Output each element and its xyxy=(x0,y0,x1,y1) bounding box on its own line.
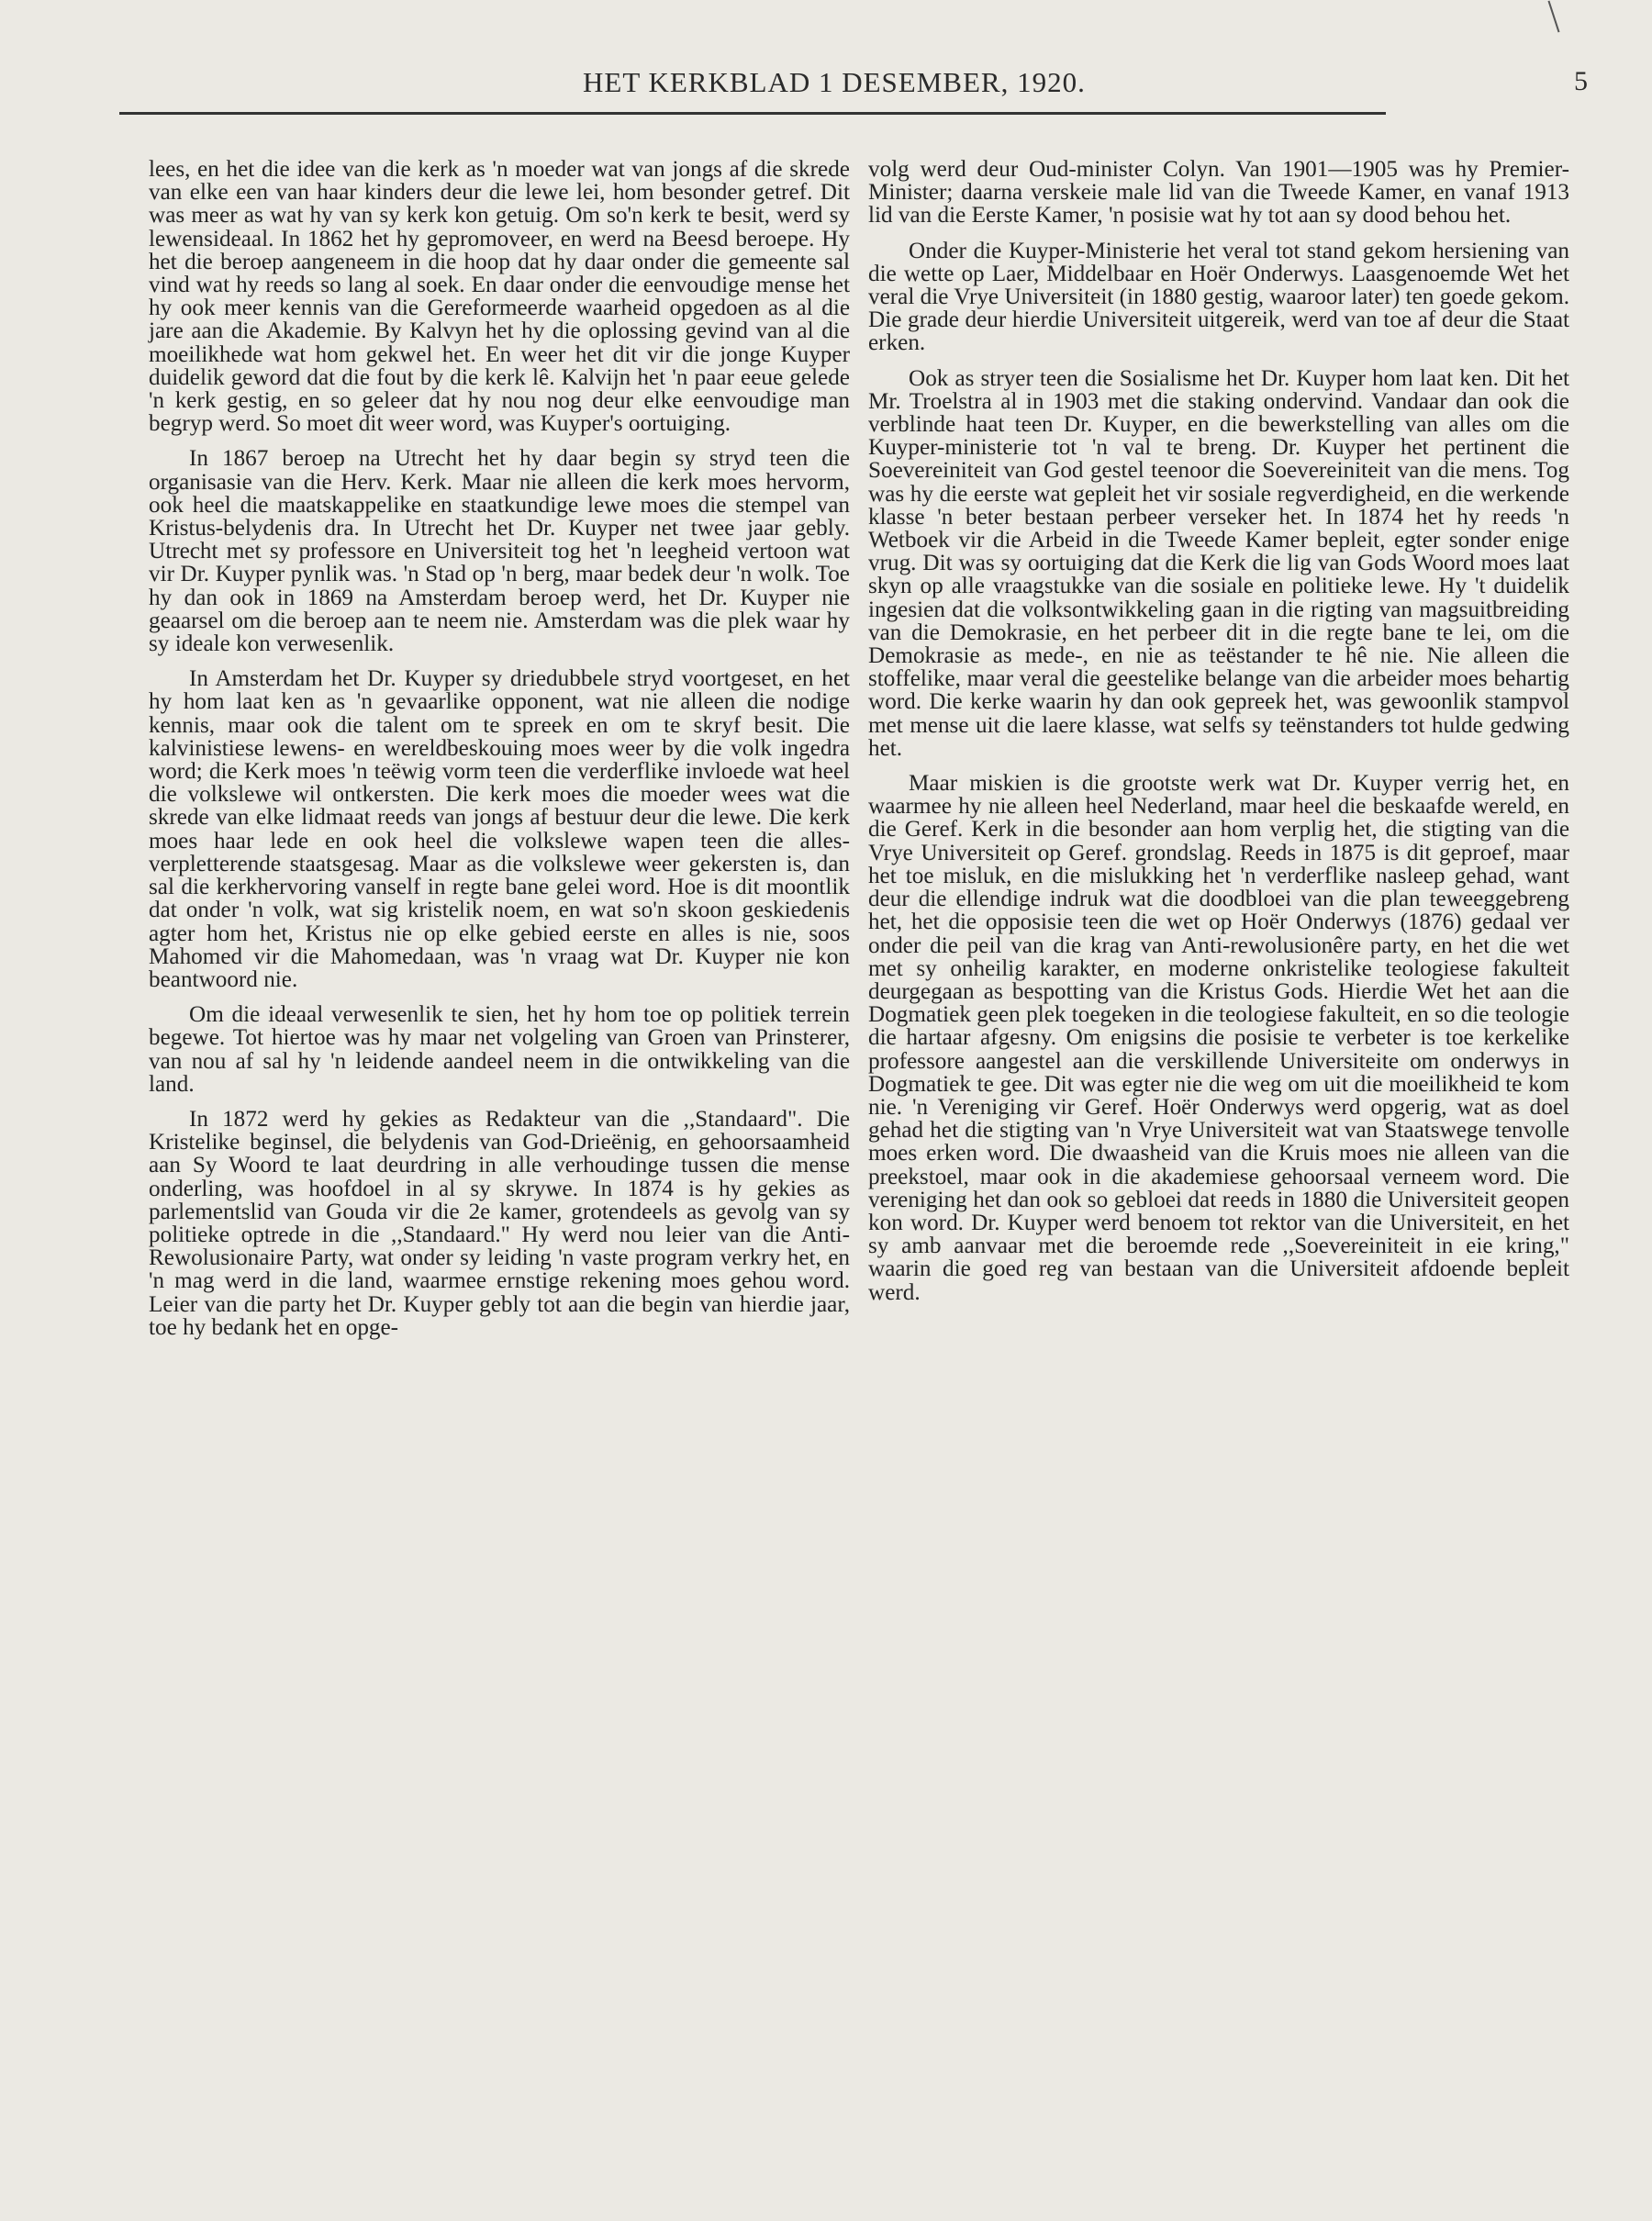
page-number: 5 xyxy=(1574,66,1588,96)
paragraph: In 1872 werd hy gekies as Redakteur van die ,,Standaard". Die Kristelike beginsel, die belydenis van God-Drieënig, en gehoorsaamheid aan Sy Woord te laat deurdring in alle verhoudinge tussen die mense onderling, was hoofdoel in al sy skrywe. In 1874 is hy gekies as parlementslid van Gouda vir die 2e kamer, grotendeels as gevolg van sy politieke optrede in die ,,Standaard." Hy werd nou leier van die Anti-Rewolusionaire Party, wat onder sy leiding 'n vaste program verkry het, en 'n mag werd in die land, waarmee ernstige rekening moes gehou word. Leier van die party het Dr. Kuyper gebly tot aan die begin van hierdie jaar, toe hy bedank het en opge- xyxy=(149,1106,850,1340)
paragraph: In Amsterdam het Dr. Kuyper sy driedubbele stryd voortgeset, en het hy hom laat ken as 'n gevaarlike opponent, wat nie alleen die nodige kennis, maar ook die talent om te spreek en om te skryf besit. Die kalvinistiese lewens- en wereldbeskouing moes weer by die volk ingedra word; die Kerk moes 'n teëwig vorm teen die verderflike invloede wat heel die volkslewe wil ontkersten. Die kerk moes die moeder wees wat die skrede van elke lidmaat reeds van jongs af bestuur deur die lewe. Die kerk moes haar lede en ook heel die volkslewe wapen teen die alles-verpletterende staatsgesag. Maar as die volkslewe weer gekersten is, dan sal die kerkhervoring vanself in regte bane gelei word. Hoe is dit moontlik dat onder 'n volk, wat sig kristelik noem, en wat so'n skoon geskiedenis agter hom het, Kristus nie op elke gebied eerste en alles is nie, soos Mahomed vir die Mahomedaan, was 'n vraag wat Dr. Kuyper nie kon beantwoord nie. xyxy=(149,666,850,992)
paragraph: Ook as stryer teen die Sosialisme het Dr. Kuyper hom laat ken. Dit het Mr. Troelstra al in 1903 met die staking ondervind. Vandaar dan ook die verblinde haat teen Dr. Kuyper, en die bewerkstelling van alles om die Kuyper-ministerie tot 'n val te breng. Dr. Kuyper het pertinent die Soevereiniteit van God gestel teenoor die Soevereiniteit van die mens. Tog was hy die eerste wat gepleit het vir sosiale regverdigheid, en die werkende klasse 'n beter bestaan perbeer verseker het. In 1874 het hy reeds 'n Wetboek vir die Arbeid in die Tweede Kamer bepleit, egter sonder enige vrug. Dit was sy oortuiging dat die Kerk die lig van Gods Woord moes laat skyn op alle vraagstukke van die sosiale en politieke lewe. Hy 't duidelik ingesien dat die volksontwikkeling gaan in die rigting van magsuitbreiding van die Demokrasie, en het perbeer dit in die regte bane te lei, om die Demokrasie as mede-, en nie as teëstander te hê nie. Nie alleen die stoffelike, maar veral die geestelike belange van die arbeider moes behartig word. Die kerke waarin hy dan ook gepreek het, was gewoonlik stampvol met mense uit die laere klasse, wat selfs sy teënstanders tot hulde gedwing het. xyxy=(868,365,1569,761)
paragraph: Om die ideaal verwesenlik te sien, het hy hom toe op politiek terrein begewe. Tot hiertoe was hy maar net volgeling van Groen van Prinsterer, van nou af sal hy 'n leidende aandeel neem in die ontwikkeling van die land. xyxy=(149,1002,850,1097)
paragraph: Onder die Kuyper-Ministerie het veral tot stand gekom hersiening van die wette op Laer, Middelbaar en Hoër Onderwys. Laasgenoemde Wet het veral die Vrye Universiteit (in 1880 gestig, waaroor later) ten goede gekom. Die grade deur hierdie Universiteit uitgereik, werd van toe af deur die Staat erken. xyxy=(868,238,1569,356)
paragraph: volg werd deur Oud-minister Colyn. Van 1901—1905 was hy Premier-Minister; daarna verskeie male lid van die Tweede Kamer, en vanaf 1913 lid van die Eerste Kamer, 'n posisie wat hy tot aan sy dood behou het. xyxy=(868,157,1569,229)
left-column xyxy=(149,158,850,2177)
paragraph: In 1867 beroep na Utrecht het hy daar begin sy stryd teen die organisasie van die Herv. Kerk. Maar nie alleen die kerk moes hervorm, ook heel die maatskappelike en staatkundige lewe moes die stempel van Kristus-belydenis dra. In Utrecht het Dr. Kuyper net twee jaar gebly. Utrecht met sy professore en Universiteit tog het 'n leegheid vertoon wat vir Dr. Kuyper pynlik was. 'n Stad op 'n berg, maar bedek deur 'n wolk. Toe hy dan ook in 1869 na Amsterdam beroep werd, het Dr. Kuyper nie geaarsel om die beroep aan te neem nie. Amsterdam was die plek waar hy sy ideale kon verwesenlik. xyxy=(149,446,850,657)
page-header xyxy=(119,66,1606,121)
header-title: HET KERKBLAD 1 DESEMBER, 1920. xyxy=(583,66,1086,98)
paragraph: lees, en het die idee van die kerk as 'n moeder wat van jongs af die skrede van elke een van haar kinders deur die lewe lei, hom besonder getref. Dit was meer as wat hy van sy kerk kon getuig. Om so'n kerk te besit, werd sy lewensideaal. In 1862 het hy gepromoveer, en werd na Beesd beroepe. Hy het die beroep aangeneem in die hoop dat hy daar onder die gemeente sal vind wat hy reeds so lang al soek. En daar onder die eenvoudige mense het hy ook meer kennis van die Gereformeerde waarheid opgedoen as al die jare aan die Akademie. By Kalvyn het hy die oplossing gevind van al die moeilikhede wat hom gekwel het. En weer het dit vir die jonge Kuyper duidelik geword dat die fout by die kerk lê. Kalvijn het 'n paar eeue gelede 'n kerk gestig, en so geleer dat hy nou nog deur elke eenvoudige man begryp werd. So moet dit weer word, was Kuyper's oortuiging. xyxy=(149,157,850,437)
header-rule xyxy=(119,112,1386,115)
paragraph: Maar miskien is die grootste werk wat Dr. Kuyper verrig het, en waarmee hy nie alleen heel Nederland, maar heel die beskaafde wereld, en die Geref. Kerk in die besonder aan hom verplig het, die stigting van die Vrye Universiteit op Geref. grondslag. Reeds in 1875 is dit geproef, maar het toe misluk, en die mislukking het 'n verderflike nasleep gehad, want deur die ellendige indruk wat die doodbloei van die plan teweeggebreng het, het die opposisie teen die wet op Hoër Onderwys (1876) gedaal ver onder die peil van die krag van Anti-rewolusionêre party, en het die wet met sy onheilig karakter, en moderne onkristelike teologiese fakulteit deurgegaan as bespotting van die Kristus Gods. Hierdie Wet het aan die Dogmatiek geen plek toegeken in die teologiese fakulteit, en so die teologie die hartaar afgesny. Om enigsins die posisie te verbeter is toe kerkelike professore aangestel aan die verskillende Universiteite om onderwys in Dogmatiek te gee. Dit was egter nie die weg om uit die moeilikheid te kom nie. 'n Vereniging vir Geref. Hoër Onderwys werd opgerig, wat as doel gehad het die stigting van 'n Vrye Universiteit wat van Staatswege tenvolle moes erken word. Die dwaasheid van die Kruis moes nie alleen van die preekstoel, maar ook in die akademiese gehoorsaal verneem word. Die vereniging het dan ook so gebloei dat reeds in 1880 die Universiteit geopen kon word. Dr. Kuyper werd benoem tot rektor van die Universiteit, en het sy amb aanvaar met die beroemde rede ,,Soevereiniteit in eie kring," waarin die goed reg van bestaan van die Universiteit afdoende bepleit werd. xyxy=(868,771,1569,1305)
right-column xyxy=(868,158,1569,2177)
scan-mark xyxy=(1547,1,1559,33)
